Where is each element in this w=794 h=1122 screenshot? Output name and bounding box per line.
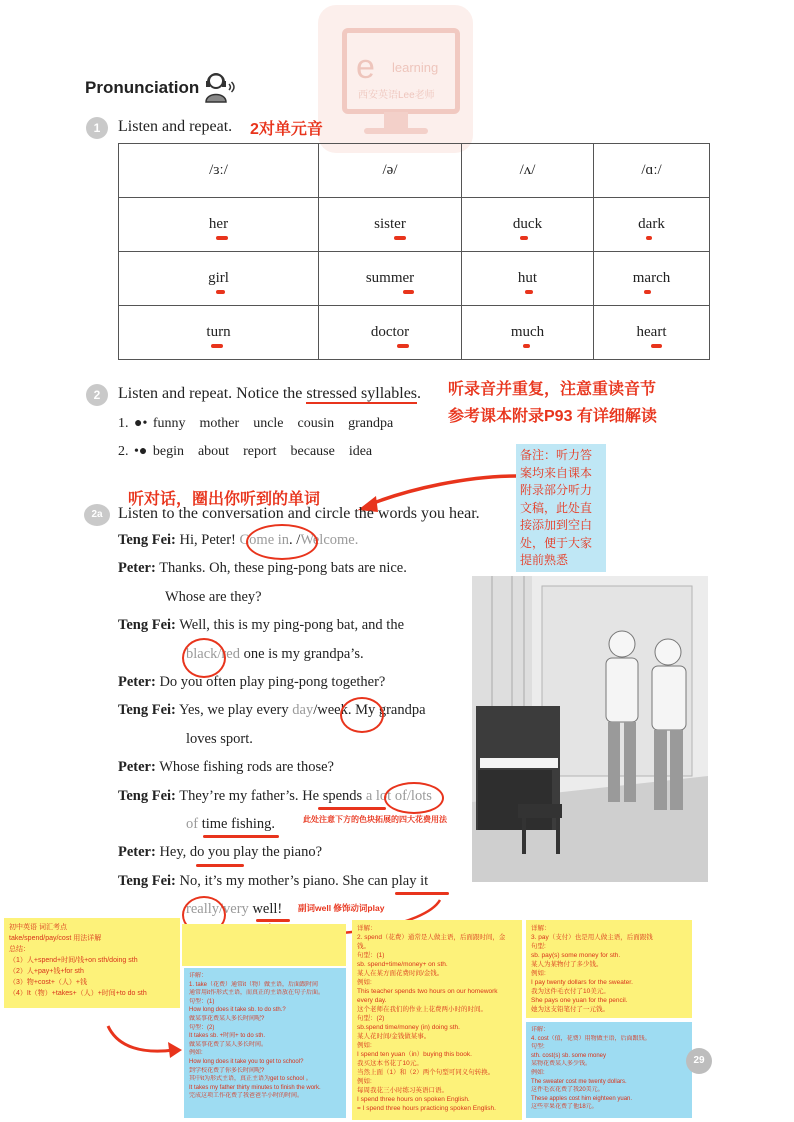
- phoneme-header: /ə/: [319, 144, 462, 198]
- activity-2-instruction: Listen and repeat. Notice the stressed syllables.: [118, 385, 422, 402]
- dialogue-line: really/very well!: [186, 901, 283, 918]
- annotation-spend: 此处注意下方的色块拓展的四大花费用法: [303, 815, 447, 824]
- activity-2-badge: 2: [86, 384, 108, 406]
- watermark-learning: learning: [392, 60, 439, 75]
- phonetics-row: [119, 198, 710, 252]
- dialogue-line: Peter: Do you often play ping-pong together?: [118, 674, 386, 691]
- watermark-brand: 西安英语Lee老师: [358, 90, 435, 101]
- word-cell: hut: [462, 252, 594, 306]
- annotation-circle-words: 听对话，圈出你听到的单词: [128, 491, 321, 508]
- activity-1-badge: 1: [86, 117, 108, 139]
- activity-2a-badge: 2a: [84, 504, 110, 526]
- word-cell: much: [462, 306, 594, 360]
- dialogue-line: of time fishing.: [186, 816, 276, 833]
- dialogue-line: Teng Fei: Hi, Peter! Come in. /Welcome.: [118, 532, 359, 548]
- circle-week: [340, 697, 384, 733]
- circle-come-in: [246, 524, 318, 560]
- annotation-vowel-pairs: 2对单元音: [250, 121, 323, 138]
- page-number: 29: [686, 1048, 712, 1074]
- underline-time-fishing: [203, 835, 279, 838]
- phoneme-header: /ɜː/: [119, 144, 319, 198]
- dialogue-line: Whose are they?: [165, 588, 262, 605]
- word-cell: duck: [462, 198, 594, 252]
- pay-usage-box: 详解： 3. pay（支付）也是用人做主语，后面跟钱 句型: sb. pay(s) some money for sth. 某人为某物付了多少钱。 例如: I pay twenty dollars for the sweater. 我为这件毛衣付了10美元。 She pays one yuan for the pencil. 她为这支铅笔付了一元钱。: [526, 920, 692, 1018]
- phoneme-header: /ɑː/: [594, 144, 710, 198]
- underline-can-play: [395, 892, 449, 895]
- take-usage-box: 详解： 1. take（花费）通常it（物）做主语，后面跟时间 通常用it作形式主语，而真正的主语放在句子后面。 句型：(1) How long does it take sb. to do sth.? 做某事花费某人多长时间呢? 句型：(2) It takes sb. +时间+ to do sth. 做某事花费了某人多长时间。 例如: How long does it take you to get to school? 到学校花费了你多长时间呢? 其中it为形式主语，真正主语为get to school 。 It takes my father thirty minutes to finish the work. 完成这项工作花费了我爸爸半小时的时间。: [184, 968, 346, 1118]
- circle-a-lot-of: [384, 782, 444, 814]
- dialogue-line: Teng Fei: No, it’s my mother’s piano. She can play it: [118, 872, 429, 889]
- watermark-letter: e: [356, 48, 375, 86]
- phonetics-header-row: [119, 144, 710, 198]
- blank-yellow-box: [182, 924, 346, 966]
- take-arrow-icon: [104, 1022, 184, 1062]
- dialogue-line: Peter: Hey, do you play the piano?: [118, 844, 323, 861]
- word-cell: heart: [594, 306, 710, 360]
- word-cell: sister: [319, 198, 462, 252]
- dialogue-line: Teng Fei: Well, this is my ping-pong bat, and the: [118, 617, 405, 634]
- annotation-adverb-well: 副词well 修饰动词play: [298, 903, 385, 913]
- phonetics-row: [119, 306, 710, 360]
- word-cell: dark: [594, 198, 710, 252]
- section-title: Pronunciation: [85, 78, 200, 97]
- phonetics-table: [118, 143, 710, 360]
- word-cell: march: [594, 252, 710, 306]
- dialogue-line: Peter: Thanks. Oh, these ping-pong bats are nice.: [118, 560, 407, 577]
- dialogue-line: black/red one is my grandpa’s.: [186, 645, 364, 662]
- activity-1-instruction: Listen and repeat.: [118, 118, 233, 135]
- word-cell: doctor: [319, 306, 462, 360]
- summary-box: 初中英语 词汇考点 take/spend/pay/cost 用法详解 总结： （1）人+spend+时间/钱+on sth/doing sth （2）人+pay+钱+for sth （3）物+cost+（人）+钱 （4）It（物）+takes+（人）+时间+to do sth: [4, 918, 180, 1008]
- illustration-boys-piano: [472, 576, 708, 882]
- dialogue: [118, 526, 468, 924]
- dialogue-line: Teng Fei: They’re my father’s. He spends a lot of/lots: [118, 787, 432, 804]
- annotation-stress: 听录音并重复，注意重读音节: [448, 381, 657, 398]
- word-cell: turn: [119, 306, 319, 360]
- dialogue-line: Peter: Whose fishing rods are those?: [118, 759, 334, 776]
- annotation-appendix: 参考课本附录P93 有详细解读: [448, 408, 657, 425]
- note-listening-script: 备注：听力答 案均来自课本 附录部分听力 文稿，此处直 接添加到空白 处，便于大家 提前熟悉: [516, 444, 606, 572]
- phonetics-row: [119, 252, 710, 306]
- phoneme-header: /ʌ/: [462, 144, 594, 198]
- word-cell: her: [119, 198, 319, 252]
- dialogue-line: loves sport.: [186, 730, 253, 747]
- activity-2a-instruction: Listen to the conversation and circle the words you hear.: [118, 505, 480, 522]
- cost-usage-box: 详解： 4. cost（值，花费）用物做主语，后面跟钱。 句型: sth. cost(s) sb. some money 某物花费某人多少钱。 例如: The sweater cost me twenty dollars. 这件毛衣花费了我20美元。 These apples cost him eighteen yuan. 这些苹果花费了他18元。: [526, 1022, 692, 1118]
- stress-line-2: 2. •● begin about report because idea: [118, 444, 373, 459]
- word-cell: summer: [319, 252, 462, 306]
- word-cell: girl: [119, 252, 319, 306]
- listener-headphone-icon: [203, 70, 235, 104]
- underline-do-you: [196, 864, 244, 867]
- watermark-base: [364, 128, 428, 134]
- spend-usage-box: 详解： 2. spend（花费）通常是人做主语，后面跟时间，金 钱。 句型：(1) sb. spend+time/money+ on sth. 某人在某方面花费时间/金钱。 例如: This teacher spends two hours on our homework every day. 这个老师在我们的作业上花费两小时的时间。 句型：(2) sb.spend time/money (in) doing sth. 某人花时间/金钱做某事。 例如: I spend ten yuan（in）buying this book. 我买这本书花了10元。 当然上面（1）和（2）两个句型可同义句转换。 例如: 每周我花三小时练习英语口语。 I spend three hours on spoken English. = I spend three hours practicing spoken English.: [352, 920, 522, 1120]
- circle-black: [182, 638, 226, 678]
- dialogue-line: Teng Fei: Yes, we play every day/week. My grandpa: [118, 702, 426, 719]
- stress-line-1: 1. ●• funny mother uncle cousin grandpa: [118, 416, 394, 431]
- underline-he-spends: [318, 807, 386, 810]
